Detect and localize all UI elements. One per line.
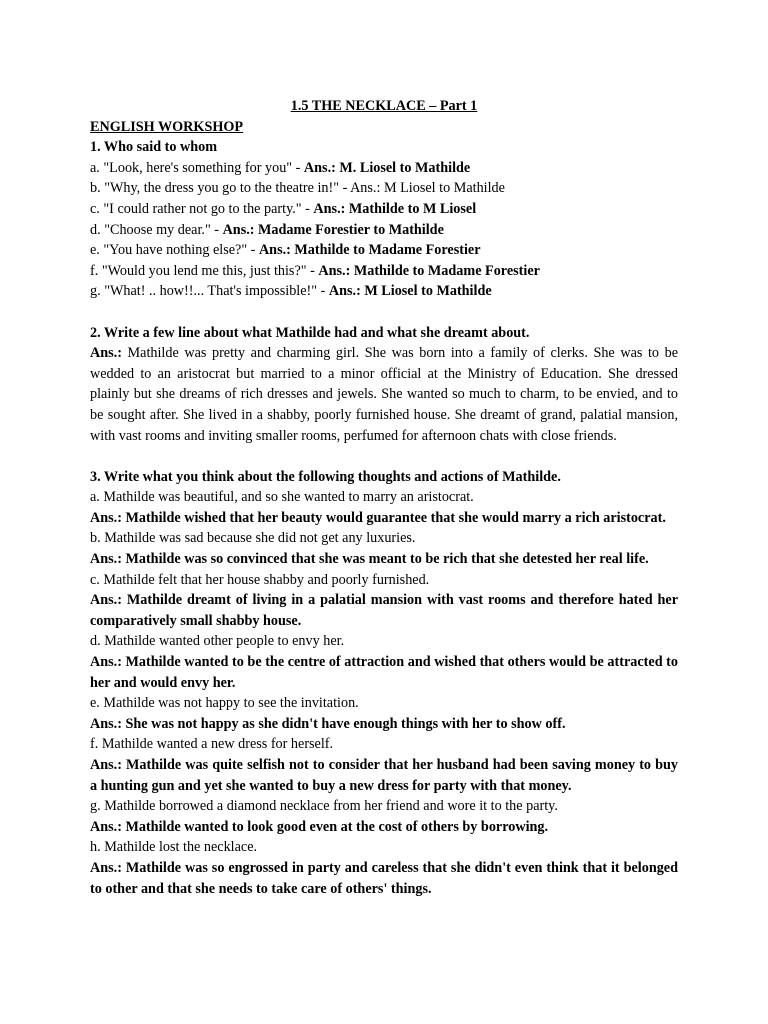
answer-text: Ans.: Mathilde was quite selfish not to consider that her husband had been saving money to buy a hunting gun and yet she wanted to buy a new dress for party with that money. — [90, 757, 678, 794]
answer-label: Ans.: — [90, 345, 122, 362]
list-item — [90, 158, 678, 179]
question-text: c. Mathilde felt that her house shabby and poorly furnished. — [90, 571, 430, 588]
list-item — [90, 178, 678, 199]
answer-text: Ans.: Mathilde to Madame Forestier — [258, 242, 481, 259]
answer-text: Ans.: Mathilde to Madame Forestier — [318, 262, 540, 279]
question-text: f. "Would you lend me this, just this?" - — [90, 262, 319, 279]
question-text: d. "Choose my dear." - — [90, 221, 223, 238]
section3-list — [90, 487, 678, 899]
answer-text: Ans.: M. Liosel to Mathilde — [303, 159, 471, 176]
answer-text: Ans.: Mathilde was so engrossed in party and careless that she didn't even think that it belonged to other and that she needs to take care of others' things. — [90, 859, 678, 897]
question-text: f. Mathilde wanted a new dress for herself. — [90, 736, 334, 753]
question-text: e. Mathilde was not happy to see the invitation. — [90, 695, 359, 712]
question-text: d. Mathilde wanted other people to envy her. — [90, 633, 345, 650]
answer-text: Ans.: She was not happy as she didn't have enough things with her to show off. — [90, 715, 566, 732]
question-text: b. "Why, the dress you go to the theatre in!" - Ans.: M Liosel to Mathilde — [90, 180, 505, 197]
spacer — [90, 302, 678, 323]
answer-text: Ans.: Mathilde to M Liosel — [313, 200, 477, 217]
question-text: a. "Look, here's something for you" - — [90, 159, 304, 176]
answer-text: Mathilde was pretty and charming girl. She was born into a family of clerks. She was to be wedded to an aristocrat but married to a minor official at the Ministry of Education. She dressed plainly but she dreams of rich dresses and jewels. She wanted so much to charm, to be envied, and to be sought after. She lived in a shabby, poorly furnished house. She dreamt of grand, palatial mansion, with vast rooms and inviting smaller rooms, perfumed for afternoon chats with close friends. — [90, 345, 678, 444]
answer-text: Ans.: Mathilde wanted to be the centre of attraction and wished that others would be attracted to her and would envy her. — [90, 654, 678, 691]
section3-heading: 3. Write what you think about the following thoughts and actions of Mathilde. — [90, 468, 561, 485]
section-heading-workshop: ENGLISH WORKSHOP — [90, 118, 244, 135]
answer-text: Ans.: Mathilde wished that her beauty would guarantee that she would marry a rich aristocrat. — [90, 509, 666, 526]
list-item — [90, 240, 678, 261]
list-item — [90, 281, 678, 302]
question-text: h. Mathilde lost the necklace. — [90, 839, 258, 856]
section1-list — [90, 158, 678, 302]
answer-text: Ans.: M Liosel to Mathilde — [328, 283, 492, 300]
question-text: c. "I could rather not go to the party." - — [90, 200, 314, 217]
question-text: b. Mathilde was sad because she did not get any luxuries. — [90, 530, 416, 547]
answer-text: Ans.: Madame Forestier to Mathilde — [222, 221, 444, 238]
spacer — [90, 446, 678, 467]
question-text: g. Mathilde borrowed a diamond necklace from her friend and wore it to the party. — [90, 798, 558, 815]
answer-text: Ans.: Mathilde dreamt of living in a palatial mansion with vast rooms and therefore hated her comparatively small shabby house. — [90, 592, 678, 629]
section2-answer — [90, 343, 678, 446]
section2-heading: 2. Write a few line about what Mathilde had and what she dreamt about. — [90, 324, 530, 341]
list-item — [90, 199, 678, 220]
list-item — [90, 261, 678, 282]
list-item — [90, 220, 678, 241]
question-text: g. "What! .. how!!... That's impossible!" - — [90, 283, 329, 300]
answer-text: Ans.: Mathilde was so convinced that she was meant to be rich that she detested her real life. — [90, 551, 649, 568]
question-text: e. "You have nothing else?" - — [90, 242, 259, 259]
document-title: 1.5 THE NECKLACE – Part 1 — [290, 98, 478, 114]
answer-text: Ans.: Mathilde wanted to look good even at the cost of others by borrowing. — [90, 818, 549, 835]
question-text: a. Mathilde was beautiful, and so she wanted to marry an aristocrat. — [90, 489, 474, 506]
section1-heading: 1. Who said to whom — [90, 139, 218, 156]
